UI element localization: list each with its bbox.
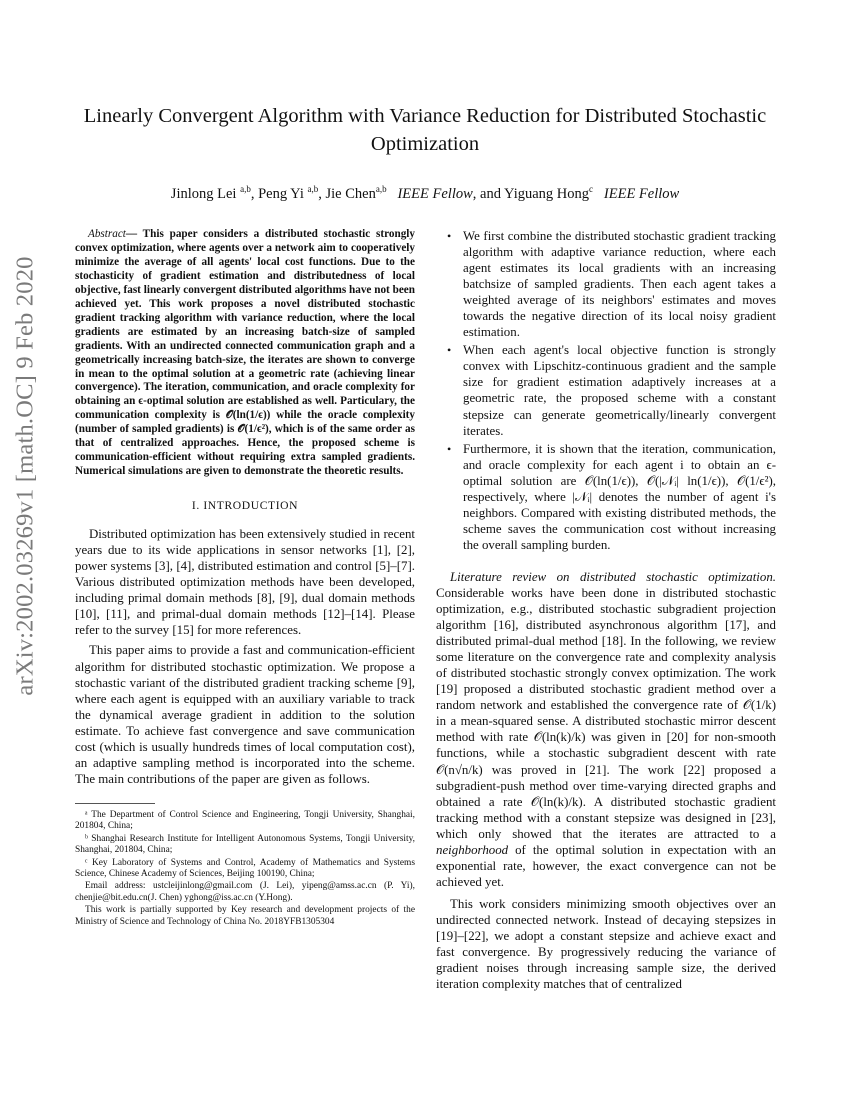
paper-title: Linearly Convergent Algorithm with Variance Reduction for Distributed Stochastic Optimization [83,105,767,155]
section-heading: I. INTRODUCTION [191,499,299,513]
list-item [436,228,776,340]
arxiv-identifier-text: arXiv:2002.03269v1 [math.OC] 9 Feb 2020 [12,256,40,696]
author-name: Jie Chen [325,185,376,202]
bullet-icon: • [447,343,452,358]
footnote-rule [75,803,155,804]
literature-review-heading: Literature review on distributed stochastic optimization. [450,569,776,584]
arxiv-identifier [4,254,48,698]
literature-review [436,569,776,890]
author-line: Jinlong Lei $^{a,b}$, Peng Yi $^{a,b}$, Jie Chen$^{a,b}$ IEEE Fellow, and Yiguang Hong$^c$ IEEE Fellow [170,184,680,202]
footnote: ᶜ Key Laboratory of Systems and Control, Academy of Mathematics and Systems Science, Chinese Academy of Sciences, Beijing 100190, China; [75,857,415,879]
author-affiliation: a,b [240,184,251,194]
author-affiliation: c [589,184,594,194]
literature-review-text: Considerable works have been done in distributed stochastic optimization, e.g., distributed stochastic subgradient projection algorithm [16], distributed asynchronous algorithm [17], and distributed primal-dual method [18]. In the following, we review some literature on the convergence rate and complexity analysis of distributed stochastic strongly convex optimization. The work [19] proposed a distributed stochastic gradient method over a random network and established the convergence rate of 𝒪(1/k) in a mean-squared sense. A distributed stochastic mirror descent method with rate 𝒪(ln(k)/k) was given in [20] for non-smooth functions, while a stochastic subgradient descent with rate 𝒪(n√n/k) was proved in [21]. The work [22] proposed a subgradient-push method over time-varying directed graphs and obtained a rate 𝒪(ln(k)/k). A distributed stochastic gradient tracking method with a constant stepsize was designed in [23], which only showed that the iterates are attracted to a [436,585,776,841]
abstract-text: — This paper considers a distributed stochastic strongly convex optimization, where agents over a network aim to cooperatively minimize the average of all agents' local cost functions. Due to the stochasticity of gradient estimation and distributedness of local objective, fast linearly convergent distributed algorithms have not been achieved yet. This work proposes a novel distributed stochastic gradient tracking algorithm with variance reduction, where the local gradients are estimated by an increasing batch-size of sampled gradients. With an undirected connected communication graph and a geometrically increasing batch-size, the iterates are shown to converge in mean to the optimal solution at a geometric rate (achieving linear convergence). The iteration, communication, and oracle complexity for obtaining an ϵ-optimal solution are established as well. Particulary, the communication complexity is 𝒪(ln(1/ϵ)) while the oracle complexity (number of sampled gradients) is 𝒪(1/ϵ²), which is of the same order as that of centralized approaches. Hence, the proposed scheme is communication-efficient without requiring extra sampled gradients. Numerical simulations are given to demonstrate the theoretic results. [75,228,415,478]
list-item-text: When each agent's local objective function is strongly convex with Lipschitz-continuous gradient and the sample size for gradient estimation adaptively increases at a geometric rate, the proposed scheme with a constant stepsize can generate geometrically/linearly convergent iterates. [463,343,776,438]
contributions-list [436,228,776,553]
emphasis-text: neighborhood [436,842,509,857]
list-item-text: Furthermore, it is shown that the iteration, communication, and oracle complexity for each agent i to obtain an ϵ-optimal solution are 𝒪(ln(1/ϵ)), 𝒪(|𝒩ᵢ| ln(1/ϵ)), 𝒪(1/ϵ²), respectively, where |𝒩ᵢ| denotes the number of agent i's neighbors. Compared with existing distributed methods, the scheme saves the communication cost without increasing the overall sampling burden. [463,441,776,552]
literature-review-tail: of the optimal solution in expectation with an exponential rate, however, the exact convergence can not be achieved yet. [436,842,776,889]
bullet-icon: • [447,229,452,243]
fellow-title: IEEE Fellow [603,185,680,202]
body-paragraph: This work considers minimizing smooth objectives over an undirected connected network. Instead of decaying stepsizes in [19]–[22], we adopt a constant stepsize and achieve exact and fast convergence. By progressively reducing the variance of gradient noises through increasing sample size, the derived iteration complexity matches that of centralized [436,896,776,992]
footnote-funding: This work is partially supported by Key research and development projects of the Ministry of Science and Technology of China No. 2018YFB1305304 [75,905,415,927]
fellow-title: IEEE Fellow [397,185,473,202]
footnote-email: Email address: ustcleijinlong@gmail.com (J. Lei), yipeng@amss.ac.cn (P. Yi), chenjie@bit.edu.cn(J. Chen) yghong@iss.ac.cn (Y.Hong). [75,881,415,903]
footnote: ᵃ The Department of Control Science and Engineering, Tongji University, Shanghai, 201804, China; [75,809,415,832]
bullet-icon: • [447,441,452,456]
footnote: ᵇ Shanghai Research Institute for Intelligent Autonomous Systems, Tongji University, Shanghai, 201804, China; [75,833,415,856]
author-name: Yiguang Hong [504,185,590,202]
right-column [436,228,776,996]
list-item [436,342,776,438]
abstract [75,228,415,479]
author-conjunction: , and [472,185,501,202]
author-affiliation: a,b [307,184,319,194]
footnotes [75,810,415,928]
author-name: Peng Yi [258,185,304,202]
abstract-label: Abstract [88,228,126,240]
left-column [75,228,415,929]
author-affiliation: a,b [375,184,387,194]
intro-paragraph: This paper aims to provide a fast and communication-efficient algorithm for distributed stochastic optimization. We propose a stochastic variant of the distributed gradient tracking scheme [9], where each agent is equipped with an auxiliary variable to track the dynamical average gradient in addition to the solution estimate. To achieve fast convergence and save communication cost (which is usually hundreds times of local computation cost), an adaptive sampling method is incorporated into the scheme. The main contributions of the paper are given as follows. [75,643,415,786]
list-item-text: We first combine the distributed stochastic gradient tracking algorithm with adaptive variance reduction, where each agent estimates its local gradients with an increasing batchsize of sampled gradients. Then each agent takes a weighted average of its neighbors' estimates and moves towards the negative direction of its local noisy gradient estimation. [463,229,776,340]
intro-paragraph: Distributed optimization has been extensively studied in recent years due to its wide applications in sensor networks [1], [2], power systems [3], [4], distributed estimation and control [5]–[7]. Various distributed optimization methods have been developed, including primal domain methods [8], [9], dual domain methods [10], [11], and primal-dual domain methods [12]–[14]. Please refer to the survey [15] for more references. [75,527,415,638]
author-name: Jinlong Lei [170,185,237,202]
list-item [436,441,776,553]
